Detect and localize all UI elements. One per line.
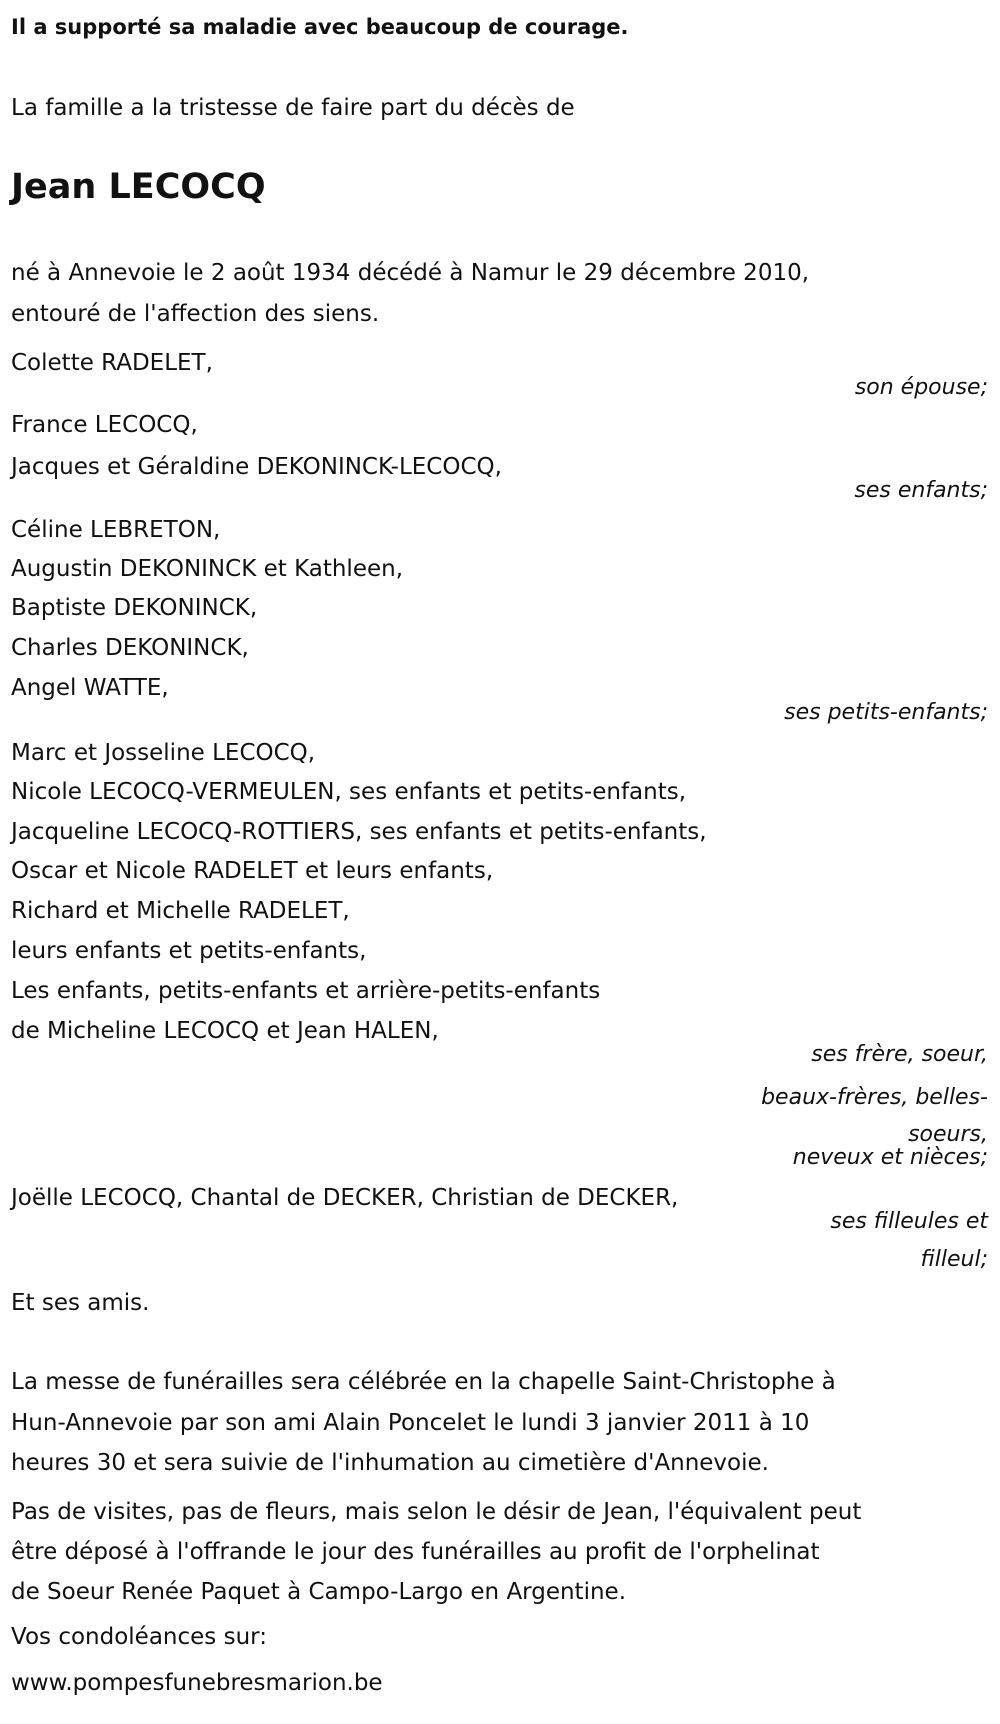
family-member: France LECOCQ, xyxy=(11,412,198,438)
family-member: Angel WATTE, xyxy=(11,675,169,701)
birth-death-line: entouré de l'affection des siens. xyxy=(11,301,380,327)
funeral-text: La messe de funérailles sera célébrée en la chapelle Saint-Christophe à xyxy=(11,1369,836,1395)
family-member: Jacques et Géraldine DEKONINCK-LECOCQ, xyxy=(11,454,502,480)
relation-label: filleul; xyxy=(920,1247,988,1272)
relation-label: ses frère, soeur, xyxy=(811,1042,988,1067)
relation-label: ses enfants; xyxy=(854,478,988,503)
condolences-label: Vos condoléances sur: xyxy=(11,1624,267,1650)
wishes-text: de Soeur Renée Paquet à Campo-Largo en Argentine. xyxy=(11,1579,627,1605)
family-member: Marc et Josseline LECOCQ, xyxy=(11,740,316,766)
family-member: leurs enfants et petits-enfants, xyxy=(11,938,367,964)
headline: Il a supporté sa maladie avec beaucoup de courage. xyxy=(11,15,629,39)
family-member: Jacqueline LECOCQ-ROTTIERS, ses enfants et petits-enfants, xyxy=(11,819,707,845)
relation-label: ses petits-enfants; xyxy=(784,700,988,725)
family-member: Colette RADELET, xyxy=(11,350,213,376)
family-member: Charles DEKONINCK, xyxy=(11,635,249,661)
family-member: Augustin DEKONINCK et Kathleen, xyxy=(11,556,404,582)
family-member: Joëlle LECOCQ, Chantal de DECKER, Christian de DECKER, xyxy=(11,1185,679,1211)
family-member: Les enfants, petits-enfants et arrière-petits-enfants xyxy=(11,978,601,1004)
birth-death-line: né à Annevoie le 2 août 1934 décédé à Namur le 29 décembre 2010, xyxy=(11,260,810,286)
funeral-text: Hun-Annevoie par son ami Alain Poncelet le lundi 3 janvier 2011 à 10 xyxy=(11,1410,810,1436)
family-member: Baptiste DEKONINCK, xyxy=(11,595,258,621)
relation-label: son épouse; xyxy=(854,375,988,400)
deceased-name: Jean LECOCQ xyxy=(11,167,266,207)
family-member: Nicole LECOCQ-VERMEULEN, ses enfants et petits-enfants, xyxy=(11,779,687,805)
relation-label: neveux et nièces; xyxy=(792,1145,988,1170)
intro-text: La famille a la tristesse de faire part du décès de xyxy=(11,95,575,121)
family-member: Céline LEBRETON, xyxy=(11,517,221,543)
relation-label: beaux-frères, belles- xyxy=(761,1085,988,1110)
condolences-url[interactable]: www.pompesfunebresmarion.be xyxy=(11,1670,383,1696)
relation-label: ses filleules et xyxy=(830,1209,988,1234)
friends-line: Et ses amis. xyxy=(11,1290,150,1316)
family-member: de Micheline LECOCQ et Jean HALEN, xyxy=(11,1018,439,1044)
family-member: Oscar et Nicole RADELET et leurs enfants, xyxy=(11,858,494,884)
family-member: Richard et Michelle RADELET, xyxy=(11,898,350,924)
funeral-text: heures 30 et sera suivie de l'inhumation au cimetière d'Annevoie. xyxy=(11,1450,769,1476)
wishes-text: être déposé à l'offrande le jour des funérailles au profit de l'orphelinat xyxy=(11,1539,820,1565)
relation-label: soeurs, xyxy=(908,1122,988,1147)
wishes-text: Pas de visites, pas de fleurs, mais selon le désir de Jean, l'équivalent peut xyxy=(11,1499,862,1525)
